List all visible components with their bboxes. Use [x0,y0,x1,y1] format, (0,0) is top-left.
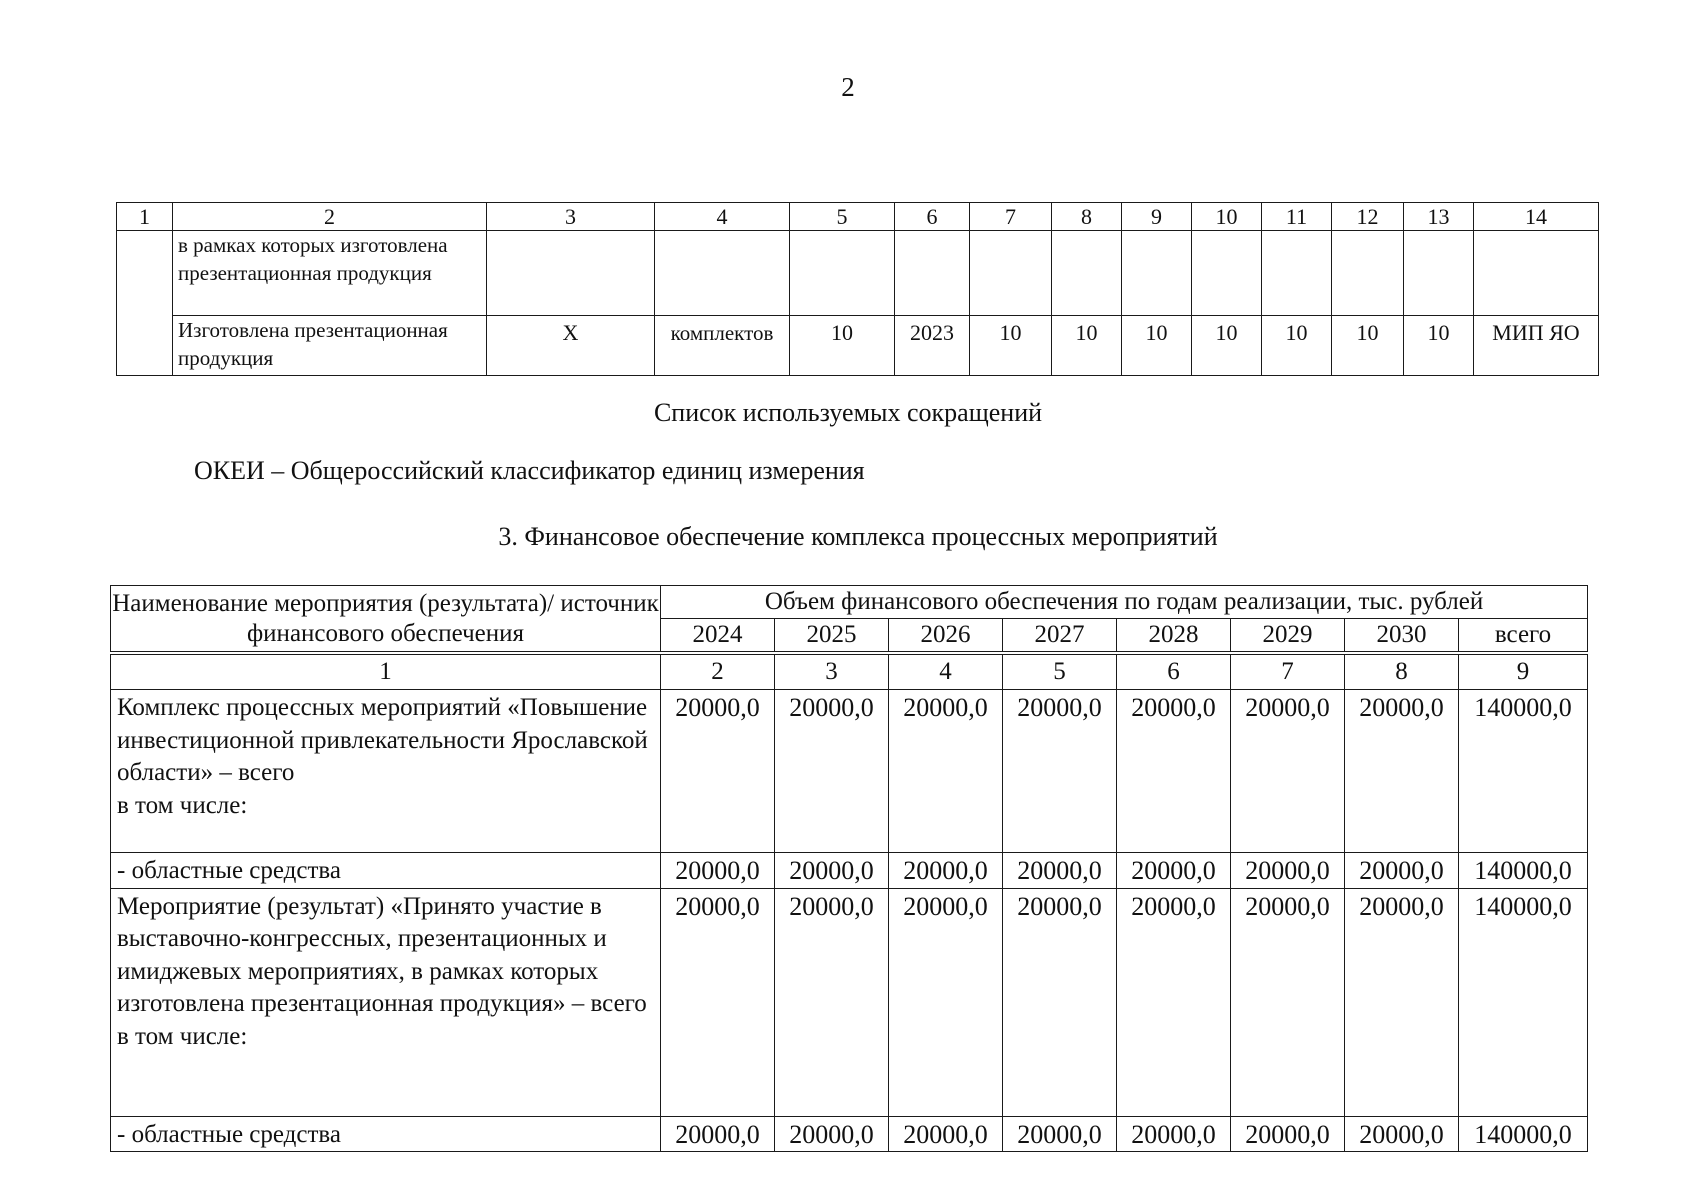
year-value: 10 [1404,316,1474,376]
col-number: 7 [970,203,1052,231]
col-number: 9 [1459,655,1588,690]
value-cell: 20000,0 [1345,1116,1459,1152]
total-cell: 140000,0 [1459,1116,1588,1152]
unit-of-measure: комплектов [655,316,790,376]
col-number: 6 [1117,655,1231,690]
value-cell: 20000,0 [1003,853,1117,889]
table-row [111,1116,1588,1152]
col-number: 4 [655,203,790,231]
row-text: в рамках которых изготовлена презентационная продукция [173,231,487,316]
value-cell: 20000,0 [889,888,1003,1116]
table-row [117,231,1599,316]
value-cell: 20000,0 [775,1116,889,1152]
col-number: 6 [895,203,970,231]
empty-cell [1332,231,1404,316]
value-cell: 20000,0 [1003,1116,1117,1152]
col-number: 2 [661,655,775,690]
value-cell: 20000,0 [1117,853,1231,889]
value-cell: 20000,0 [1231,690,1345,853]
empty-cell [1474,231,1599,316]
row-name: Мероприятие (результат) «Принято участие в выставочно-конгрессных, презентационных и имиджевых мероприятиях, в рамках которых изготовлена презентационная продукция» – всего в том числе: [111,888,661,1116]
empty-cell [1052,231,1122,316]
empty-cell [487,231,655,316]
value-cell: 20000,0 [889,853,1003,889]
col-number: 13 [1404,203,1474,231]
header-row [111,586,1588,619]
value-cell: 20000,0 [1117,888,1231,1116]
base-year: 2023 [895,316,970,376]
table-row [111,853,1588,889]
value-cell: 20000,0 [775,853,889,889]
year-value: 10 [1192,316,1262,376]
value-cell: 20000,0 [1117,1116,1231,1152]
year-header: 2029 [1231,619,1345,652]
column-number-row [117,203,1599,231]
year-header: 2026 [889,619,1003,652]
total-header: всего [1459,619,1588,652]
table-row [111,690,1588,853]
col-number: 3 [775,655,889,690]
total-cell: 140000,0 [1459,888,1588,1116]
base-value: 10 [790,316,895,376]
col-number: 5 [1003,655,1117,690]
total-cell: 140000,0 [1459,690,1588,853]
year-value: 10 [1332,316,1404,376]
value-cell: 20000,0 [1003,888,1117,1116]
year-value: 10 [1122,316,1192,376]
section-title: 3. Финансовое обеспечение комплекса процессных мероприятий [498,522,1218,551]
value-cell: 20000,0 [661,888,775,1116]
indicator-mark: Х [487,316,655,376]
year-value: 10 [970,316,1052,376]
column-number-row [111,655,1588,690]
year-header: 2024 [661,619,775,652]
value-cell: 20000,0 [775,888,889,1116]
volume-column-header: Объем финансового обеспечения по годам реализации, тыс. рублей [661,586,1588,619]
indicator-name: Изготовлена презентационная продукция [173,316,487,376]
value-cell: 20000,0 [661,690,775,853]
empty-cell [117,231,173,376]
indicators-table-continuation [116,202,1599,376]
page-number: 2 [841,72,855,102]
year-header: 2028 [1117,619,1231,652]
value-cell: 20000,0 [1231,853,1345,889]
col-number: 8 [1345,655,1459,690]
value-cell: 20000,0 [1345,690,1459,853]
value-cell: 20000,0 [889,690,1003,853]
col-number: 4 [889,655,1003,690]
year-header: 2030 [1345,619,1459,652]
value-cell: 20000,0 [1345,888,1459,1116]
row-name: - областные средства [111,1116,661,1152]
value-cell: 20000,0 [1117,690,1231,853]
responsible-party: МИП ЯО [1474,316,1599,376]
row-name: - областные средства [111,853,661,889]
col-number: 1 [111,655,661,690]
abbreviation-line: ОКЕИ – Общероссийский классификатор единиц измерения [194,456,865,485]
table-row [111,888,1588,1116]
value-cell: 20000,0 [1231,888,1345,1116]
year-header: 2027 [1003,619,1117,652]
col-number: 8 [1052,203,1122,231]
col-number: 12 [1332,203,1404,231]
year-value: 10 [1262,316,1332,376]
empty-cell [655,231,790,316]
col-number: 11 [1262,203,1332,231]
col-number: 10 [1192,203,1262,231]
col-number: 5 [790,203,895,231]
value-cell: 20000,0 [775,690,889,853]
col-number: 2 [173,203,487,231]
year-value: 10 [1052,316,1122,376]
col-number: 7 [1231,655,1345,690]
empty-cell [1122,231,1192,316]
col-number: 3 [487,203,655,231]
total-cell: 140000,0 [1459,853,1588,889]
value-cell: 20000,0 [661,1116,775,1152]
empty-cell [895,231,970,316]
financing-table [110,585,1588,1152]
abbreviations-title: Список используемых сокращений [653,398,1043,427]
value-cell: 20000,0 [889,1116,1003,1152]
value-cell: 20000,0 [661,853,775,889]
value-cell: 20000,0 [1345,853,1459,889]
empty-cell [1192,231,1262,316]
name-column-header: Наименование мероприятия (результата)/ источник финансового обеспечения [111,586,661,652]
col-number: 9 [1122,203,1192,231]
value-cell: 20000,0 [1231,1116,1345,1152]
col-number: 1 [117,203,173,231]
empty-cell [1262,231,1332,316]
empty-cell [1404,231,1474,316]
value-cell: 20000,0 [1003,690,1117,853]
table-row [117,316,1599,376]
empty-cell [790,231,895,316]
row-name: Комплекс процессных мероприятий «Повышение инвестиционной привлекательности Ярославской области» – всего в том числе: [111,690,661,853]
year-header: 2025 [775,619,889,652]
col-number: 14 [1474,203,1599,231]
empty-cell [970,231,1052,316]
